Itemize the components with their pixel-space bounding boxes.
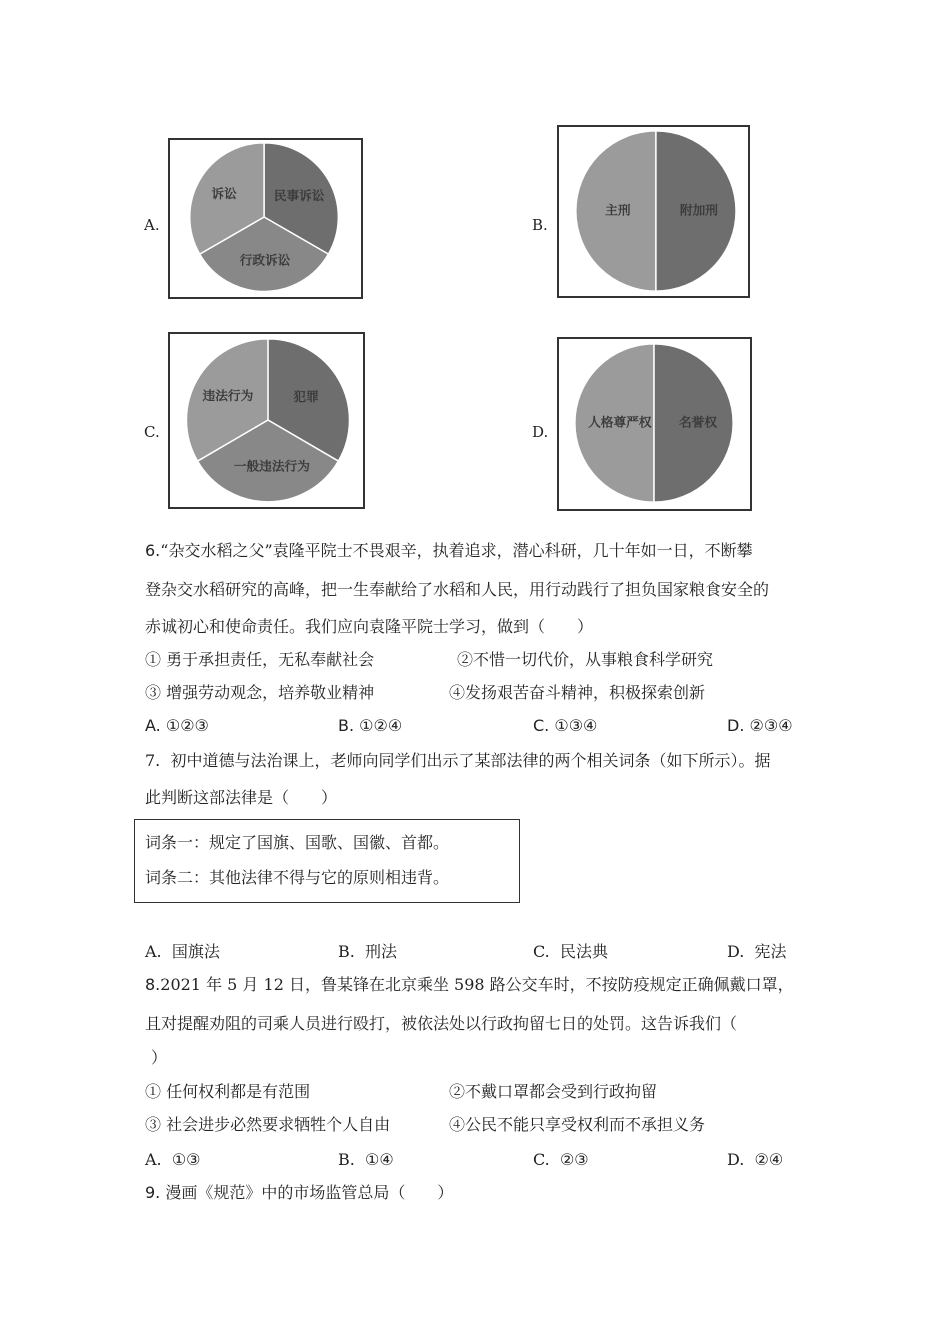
q6-choice-a-text: ①②③ bbox=[165, 716, 209, 735]
pie-chart-c[interactable] bbox=[168, 332, 365, 509]
term-1: 词条一：规定了国旗、国歌、国徽、首都。 bbox=[145, 833, 450, 852]
pie-b-label-2: 附加刑 bbox=[679, 202, 718, 218]
q8-choice-b-letter: B. bbox=[338, 1150, 355, 1169]
q7-choice-d-letter: D. bbox=[727, 942, 745, 961]
q7-line-1 bbox=[145, 751, 770, 771]
q7-choice-b[interactable] bbox=[338, 942, 397, 962]
q6-line-3: 赤诚初心和使命责任。我们应向袁隆平院士学习，做到（ ） bbox=[145, 617, 594, 636]
q8-choice-b[interactable] bbox=[338, 1150, 394, 1170]
option-b-label: B. bbox=[532, 216, 548, 234]
q8-number: 8. bbox=[145, 975, 161, 994]
q7-choice-b-letter: B. bbox=[338, 942, 355, 961]
q7-choice-a-text: 国旗法 bbox=[171, 942, 220, 961]
q8-choice-b-text: ①④ bbox=[365, 1150, 394, 1169]
q6-choice-a-letter: A. bbox=[145, 716, 161, 735]
pie-c-label-2: 犯罪 bbox=[293, 389, 319, 405]
q6-choice-d[interactable] bbox=[727, 716, 793, 736]
q7-choice-d[interactable] bbox=[727, 942, 787, 962]
q6-item-2: ②不惜一切代价，从事粮食科学研究 bbox=[457, 650, 714, 669]
q7-choice-c[interactable] bbox=[533, 942, 608, 962]
pie-a-label-2: 民事诉讼 bbox=[273, 188, 325, 204]
terms-box bbox=[134, 819, 520, 903]
q6-choice-c-letter: C. bbox=[533, 716, 550, 735]
q6-number: 6. bbox=[145, 541, 161, 560]
q6-choice-d-letter: D. bbox=[727, 716, 745, 735]
q6-choice-d-text: ②③④ bbox=[749, 716, 793, 735]
q8-line-2: 且对提醒劝阻的司乘人员进行殴打，被依法处以行政拘留七日的处罚。这告诉我们（ bbox=[145, 1014, 738, 1033]
pie-chart-a[interactable] bbox=[168, 138, 363, 299]
q7-choice-d-text: 宪法 bbox=[754, 942, 787, 961]
q7-choice-a-letter: A. bbox=[145, 942, 162, 961]
q7-choice-c-letter: C. bbox=[533, 942, 550, 961]
q8-line-1 bbox=[145, 975, 794, 995]
pie-a-label-1: 诉讼 bbox=[211, 186, 237, 202]
option-a-label: A. bbox=[144, 216, 160, 234]
q8-item-3: ③ 社会进步必然要求牺牲个人自由 bbox=[145, 1115, 391, 1134]
q8-choice-d-letter: D. bbox=[727, 1150, 745, 1169]
q6-choice-a[interactable] bbox=[145, 716, 209, 736]
pie-a-label-3: 行政诉讼 bbox=[239, 252, 291, 268]
q6-choice-b-text: ①②④ bbox=[359, 716, 403, 735]
q6-text-1: “杂交水稻之父”袁隆平院士不畏艰辛，执着追求，潜心科研，几十年如一日，不断攀 bbox=[160, 541, 753, 560]
q8-choice-a-letter: A. bbox=[145, 1150, 162, 1169]
q7-text-1: 初中道德与法治课上，老师向同学们出示了某部法律的两个相关词条（如下所示）。据 bbox=[170, 751, 771, 770]
option-d-label: D. bbox=[532, 423, 549, 441]
q6-choice-b-letter: B. bbox=[338, 716, 355, 735]
q7-choice-b-text: 刑法 bbox=[365, 942, 398, 961]
pie-chart-d[interactable] bbox=[557, 337, 752, 511]
pie-chart-b[interactable] bbox=[557, 125, 750, 298]
q7-number: 7. bbox=[145, 751, 161, 770]
pie-c-label-3: 一般违法行为 bbox=[233, 458, 310, 474]
option-c-label: C. bbox=[144, 423, 160, 441]
pie-d-label-2: 名誉权 bbox=[678, 414, 718, 430]
q9-text: 漫画《规范》中的市场监管总局（ ） bbox=[165, 1183, 454, 1202]
q7-choice-a[interactable] bbox=[145, 942, 220, 962]
q6-line-2: 登杂交水稻研究的高峰，把一生奉献给了水稻和人民，用行动践行了担负国家粮食安全的 bbox=[145, 580, 770, 599]
q6-item-3: ③ 增强劳动观念，培养敬业精神 bbox=[145, 683, 375, 702]
q8-choice-d[interactable] bbox=[727, 1150, 783, 1170]
q7-choice-c-text: 民法典 bbox=[559, 942, 608, 961]
q8-choice-d-text: ②④ bbox=[754, 1150, 784, 1169]
pie-d-label-1: 人格尊严权 bbox=[588, 414, 652, 430]
q7-line-2: 此判断这部法律是（ ） bbox=[145, 788, 338, 807]
q6-item-4: ④发扬艰苦奋斗精神，积极探索创新 bbox=[449, 683, 706, 702]
q8-choice-c[interactable] bbox=[533, 1150, 589, 1170]
term-2: 词条二：其他法律不得与它的原则相违背。 bbox=[145, 868, 450, 887]
q8-choice-a-text: ①③ bbox=[171, 1150, 201, 1169]
pie-b-label-1: 主刑 bbox=[605, 202, 631, 218]
q6-line-1 bbox=[145, 541, 753, 561]
q6-choice-c-text: ①③④ bbox=[554, 716, 598, 735]
q8-choice-c-text: ②③ bbox=[559, 1150, 589, 1169]
q8-item-4: ④公民不能只享受权利而不承担义务 bbox=[449, 1115, 706, 1134]
q9-line-1 bbox=[145, 1183, 453, 1203]
q8-item-1: ① 任何权利都是有范围 bbox=[145, 1082, 311, 1101]
q9-number: 9. bbox=[145, 1183, 161, 1202]
q6-choice-c[interactable] bbox=[533, 716, 597, 736]
q8-choice-c-letter: C. bbox=[533, 1150, 550, 1169]
pie-c-label-1: 违法行为 bbox=[202, 388, 254, 404]
q8-line-3: ） bbox=[151, 1048, 168, 1067]
q8-text-1: 2021 年 5 月 12 日，鲁某锋在北京乘坐 598 路公交车时，不按防疫规定正确佩戴口罩， bbox=[160, 975, 794, 994]
q8-item-2: ②不戴口罩都会受到行政拘留 bbox=[449, 1082, 658, 1101]
q8-choice-a[interactable] bbox=[145, 1150, 201, 1170]
q6-item-1: ① 勇于承担责任，无私奉献社会 bbox=[145, 650, 375, 669]
q6-choice-b[interactable] bbox=[338, 716, 402, 736]
